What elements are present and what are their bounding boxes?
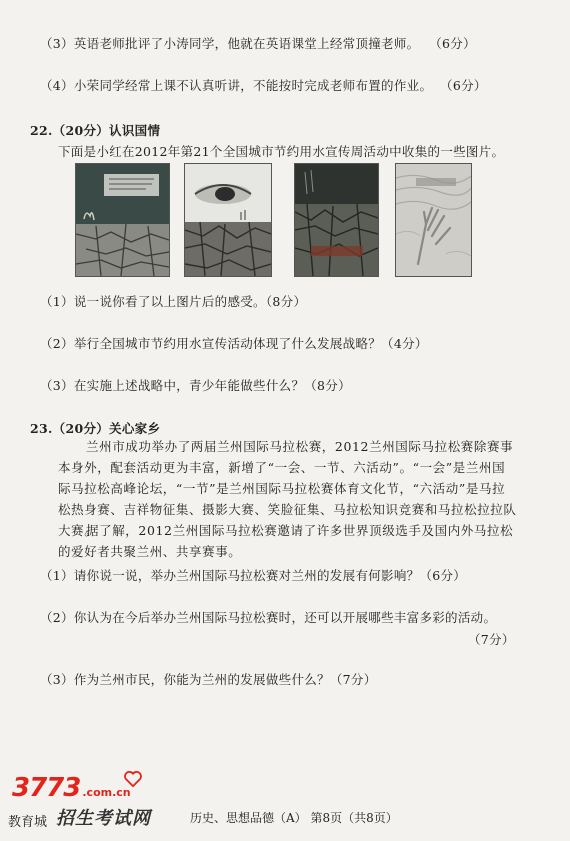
q22-item2: （2）举行全国城市节约用水宣传活动体现了什么发展战略？（4分） (40, 336, 428, 351)
page-footer: 历史、思想品德（A） 第8页（共8页） (190, 811, 398, 825)
q21-item4: （4）小荣同学经常上课不认真听讲，不能按时完成老师布置的作业。 （6分） (40, 78, 487, 93)
q23-item2: （2）你认为在今后举办兰州国际马拉松赛时，还可以开展哪些丰富多彩的活动。 (40, 610, 497, 625)
watermark-logo: 招生考试网 (56, 808, 151, 829)
q23-paragraph-2: 据了解，2012兰州国际马拉松赛邀请了许多世界顶级选手及国内外马拉松的爱好者共聚兰州、共享赛事。 (58, 523, 514, 559)
q22-intro: 下面是小红在2012年第21个全国城市节约用水宣传周活动中收集的一些图片。 (58, 144, 505, 159)
q22-item1: （1）说一说你看了以上图片后的感受。（8分） (40, 294, 307, 309)
poster-cracked-earth-plant (75, 163, 170, 277)
site-name: 教育城 (8, 815, 48, 830)
q23-item1: （1）请你说一说，举办兰州国际马拉松赛对兰州的发展有何影响？（6分） (40, 568, 467, 583)
q21-item3: （3）英语老师批评了小涛同学，他就在英语课堂上经常顶撞老师。 （6分） (40, 36, 476, 51)
heart-icon (124, 771, 142, 787)
q22-item3: （3）在实施上述战略中，青少年能做些什么？（8分） (40, 378, 351, 393)
q22-heading: 22.（20分）认识国情 (30, 123, 161, 138)
q23-item2-score: （7分） (468, 632, 515, 647)
poster-sand-hand (395, 163, 472, 277)
poster-dry-land-red-text (294, 163, 379, 277)
q23-item3: （3）作为兰州市民，你能为兰州的发展做些什么？（7分） (40, 672, 377, 687)
q23-paragraph-1: 兰州市成功举办了两届兰州国际马拉松赛，2012兰州国际马拉松赛除赛事本身外，配套活动更为丰富，新增了“一会、一节、六活动”。“一会”是兰州国际马拉松高峰论坛，“一节”是兰州国际马拉松赛体育文化节，“六活动”是马拉松热身赛、吉祥物征集、摄影大赛、笑脸征集、马拉松知识竞赛和马拉松拉拉队大赛。 (58, 439, 517, 538)
q23-heading: 23.（20分）关心家乡 (30, 421, 161, 436)
site-brand-logo: 3773 .com.cn (12, 773, 131, 803)
water-poster-images (75, 163, 470, 275)
poster-eye-cracked-earth (184, 163, 272, 277)
